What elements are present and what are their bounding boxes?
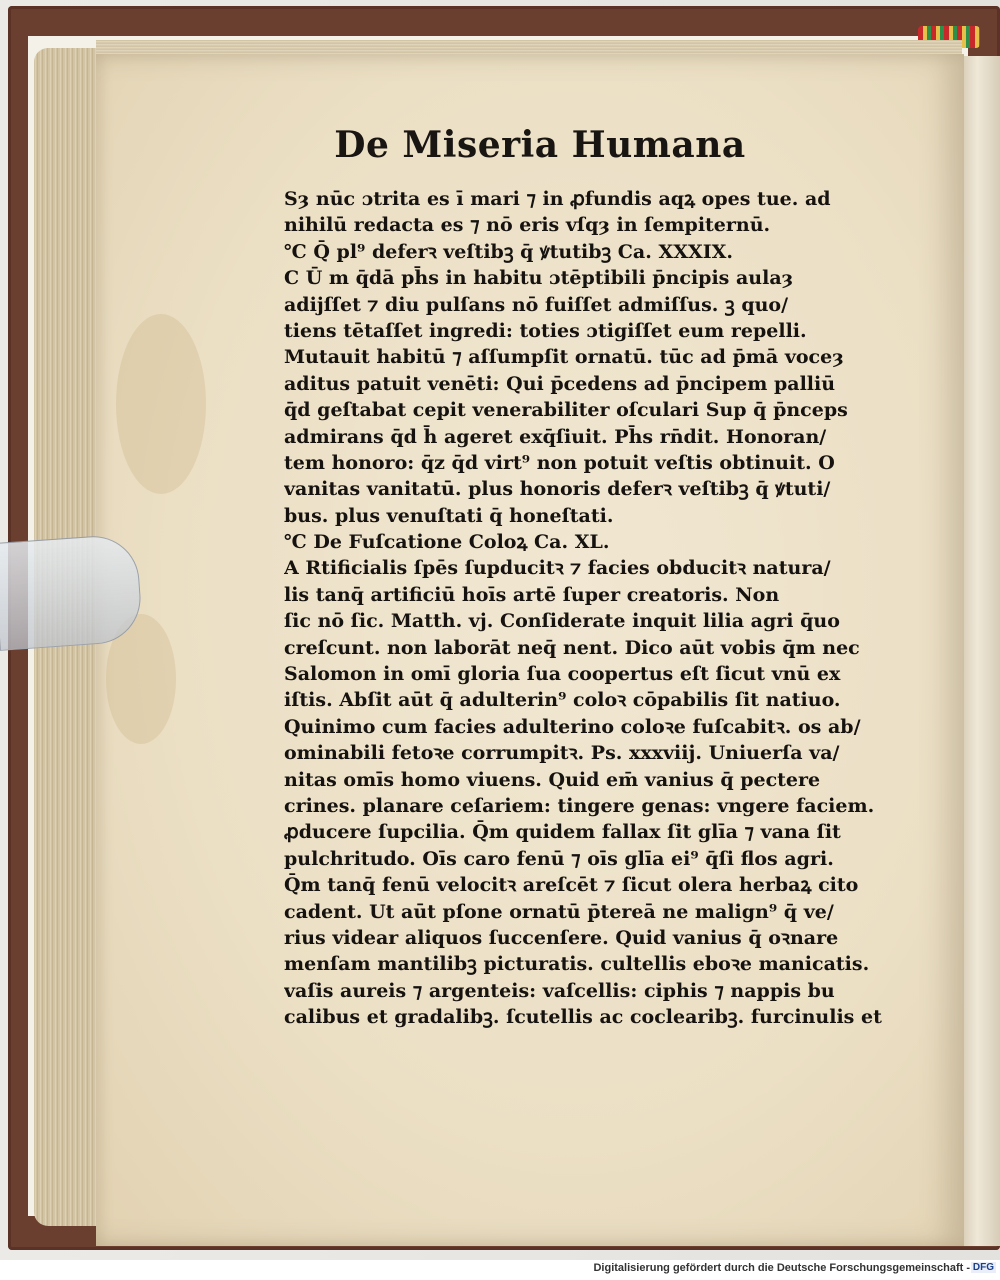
- paper-stain: [116, 314, 206, 494]
- text-line: A Rtificialis ſpēs ſupducitꝛ ⁊ facies obducitꝛ natura/: [284, 557, 831, 580]
- text-line: C Ū m q̄dā ph̄s in habitu ɔtēptibili p̄ncipis aulaȝ: [284, 267, 794, 290]
- digitization-credit: Digitalisierung gefördert durch die Deutsche Forschungsgemeinschaft -: [593, 1262, 970, 1274]
- text-line: calibus et gradalibꝫ. ſcutellis ac coclearibꝫ. furcinulis et: [284, 1006, 882, 1029]
- dfg-logo: DFG: [972, 1262, 994, 1273]
- text-line: admirans q̄d h̄ ageret exq̄ſiuit. Ph̄s rn̄dit. Honoran/: [284, 425, 827, 448]
- text-line: adijſſet ⁊ diu pulſans nō fuiſſet admiſſus. ꝫ quo/: [284, 293, 789, 316]
- text-line: tiens tētaſſet ingredi: toties ɔtigiſſet eum repelli.: [284, 319, 807, 342]
- text-line: q̄d geſtabat cepit venerabiliter oſculari Sup q̄ p̄nceps: [284, 399, 848, 422]
- glass-page-clip: [0, 533, 144, 651]
- text-line: rius videar aliquos ſuccenſere. Quid vanius q̄ oꝛnare: [284, 926, 839, 949]
- text-line: crines. planare ceſariem: tingere genas: vngere faciem.: [284, 794, 875, 817]
- text-line: ℃ Q̄ pl⁹ deferꝛ veſtibꝫ q̄ ꝟtutibꝫ Ca. XXXIX.: [284, 240, 733, 263]
- text-line: pulchritudo. Oīs caro fenū ⁊ oīs glīa ei⁹ q̄ſi flos agri.: [284, 847, 834, 870]
- text-line: ꝓducere ſupcilia. Q̄m quidem fallax ſit glīa ⁊ vana ſit: [284, 821, 841, 844]
- text-line: ſic nō ſic. Matth. vj. Conſiderate inquit lilia agri q̄uo: [284, 610, 840, 633]
- text-line: nihilū redacta es ⁊ nō eris vſqȝ in ſempiternū.: [284, 214, 771, 237]
- page-edges-right: [962, 56, 1000, 1246]
- text-line: ℃ De Fuſcatione Coloꝝ Ca. XL.: [284, 531, 610, 554]
- text-line: Quinimo cum facies adulterino coloꝛe fuſcabitꝛ. os ab/: [284, 715, 861, 738]
- text-line: vaſis aureis ⁊ argenteis: vaſcellis: ciphis ⁊ nappis bu: [284, 979, 835, 1002]
- text-line: menſam mantilibꝫ picturatis. cultellis eboꝛe manicatis.: [284, 953, 870, 976]
- text-block: [284, 186, 884, 1031]
- text-line: tem honoro: q̄z q̄d virt⁹ non potuit veſtis obtinuit. O: [284, 451, 835, 474]
- text-line: cadent. Ut aūt pſone ornatū p̄tereā ne malign⁹ q̄ ve/: [284, 900, 834, 923]
- text-line: Salomon in omī gloria ſua coopertus eſt ſicut vnū ex: [284, 663, 841, 686]
- text-line: Mutauit habitū ⁊ aſſumpſit ornatū. tūc ad p̄mā voceȝ: [284, 346, 844, 369]
- text-line: aditus patuit venēti: Qui p̄cedens ad p̄ncipem palliū: [284, 372, 836, 395]
- text-line: iſtis. Abſit aūt q̄ adulterin⁹ coloꝛ cōpabilis ſit natiuo.: [284, 689, 841, 712]
- text-line: creſcunt. non laborāt neq̄ nent. Dico aūt vobis q̄m nec: [284, 636, 860, 659]
- page-heading: De Miseria Humana: [334, 124, 746, 166]
- text-line: ominabili fetoꝛe corrumpitꝛ. Ps. xxxviij. Uniuerſa va/: [284, 742, 840, 765]
- text-line: Sȝ nūc ɔtrita es ī mari ⁊ in ꝓfundis aqꝝ opes tue. ad: [284, 188, 831, 210]
- text-line: lis tanq̄ artificiū hoīs artē ſuper creatoris. Non: [284, 583, 780, 606]
- text-line: vanitas vanitatū. plus honoris deferꝛ veſtibꝫ q̄ ꝟtuti/: [284, 478, 831, 501]
- text-line: bus. plus venuſtati q̄ honeſtati.: [284, 504, 614, 527]
- text-line: Q̄m tanq̄ fenū velocitꝛ areſcēt ⁊ ſicut olera herbaꝝ cito: [284, 874, 859, 897]
- text-line: nitas omīs homo viuens. Quid em̄ vanius q̄ pectere: [284, 768, 821, 791]
